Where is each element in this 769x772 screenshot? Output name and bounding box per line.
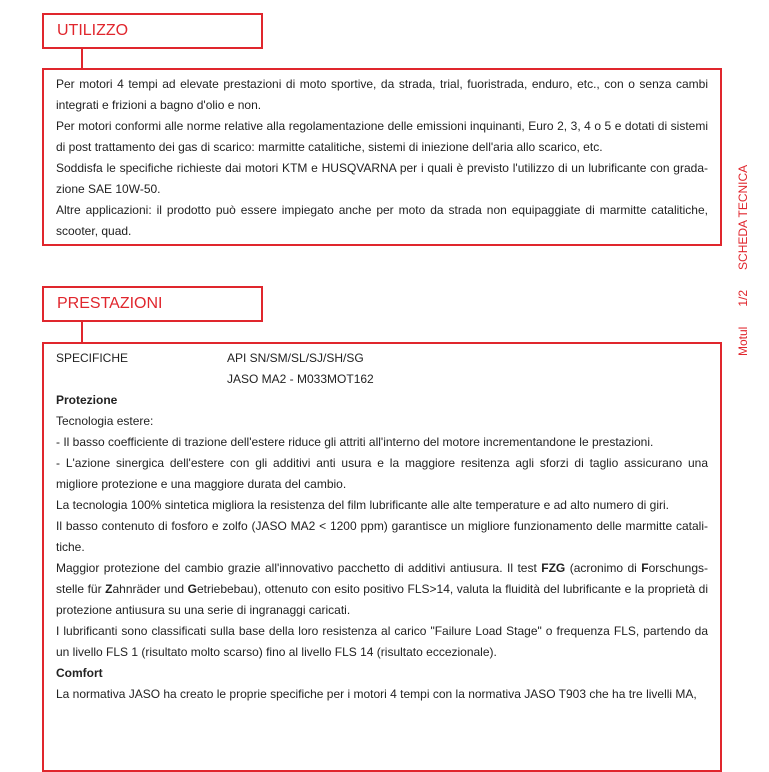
brand-label: Motul (736, 326, 750, 356)
page-number: 1/2 (736, 289, 750, 307)
utilizzo-title: UTILIZZO (42, 13, 263, 49)
comfort-heading: Comfort (56, 666, 103, 680)
protezione-line: Tecnologia estere: (56, 414, 154, 428)
utilizzo-paragraph: Per motori 4 tempi ad elevate prestazioni di moto sportive, da strada, trial, fuoristrada, enduro, etc., con o senza cambi integrati e frizioni a bagno d'olio e non. (56, 77, 708, 112)
comfort-line: La normativa JASO ha creato le proprie specifiche per i motori 4 tempi con la normativa JASO T903 che ha tre livelli MA, (56, 687, 697, 701)
protezione-line: - Il basso coefficiente di trazione dell'estere riduce gli attriti all'interno del motore incrementandone le prestazioni. (56, 435, 654, 449)
specifiche-row (56, 348, 708, 369)
side-label (734, 100, 752, 370)
utilizzo-paragraph: Per motori conformi alle norme relative alla regolamentazione delle emissioni inquinanti, Euro 2, 3, 4 o 5 e dotati di sistemi di post trattamento dei gas di scarico: marmitte catalitiche, sistemi di iniezione dell'aria allo scarico, etc. (56, 119, 708, 154)
doc-type-label: SCHEDA TECNICA (736, 164, 750, 270)
protezione-line: Il basso contenuto di fosforo e zolfo (JASO MA2 < 1200 ppm) garantisce un migliore funzionamento delle marmitte catali-tiche. (56, 519, 708, 554)
prestazioni-box (42, 342, 722, 772)
prestazioni-connector (81, 322, 83, 342)
utilizzo-connector (81, 49, 83, 68)
utilizzo-paragraph: Altre applicazioni: il prodotto può essere impiegato anche per moto da strada non equipaggiate di marmitte catalitiche, scooter, quad. (56, 203, 708, 238)
protezione-line: La tecnologia 100% sintetica migliora la resistenza del film lubrificante alle alte temperature e ad alto numero di giri. (56, 498, 669, 512)
utilizzo-box (42, 68, 722, 246)
utilizzo-paragraph: Soddisfa le specifiche richieste dai motori KTM e HUSQVARNA per i quali è previsto l'utilizzo di un lubrificante con grada-zione SAE 10W-50. (56, 161, 708, 196)
protezione-heading: Protezione (56, 393, 118, 407)
specifiche-row (56, 369, 708, 390)
specifiche-value: API SN/SM/SL/SJ/SH/SG (227, 351, 364, 365)
specifiche-label: SPECIFICHE (56, 351, 129, 365)
protezione-line: - L'azione sinergica dell'estere con gli additivi anti usura e la maggiore resitenza agli sforzi di taglio assicurano una migliore protezione e una maggiore durata del cambio. (56, 456, 708, 491)
prestazioni-title: PRESTAZIONI (42, 286, 263, 322)
fls-paragraph: I lubrificanti sono classificati sulla base della loro resistenza al carico "Failure Load Stage" o frequenza FLS, partendo da un livello FLS 1 (risultato molto scarso) fino al livello FLS 14 (risultato eccezionale). (56, 624, 708, 659)
specifiche-value: JASO MA2 - M033MOT162 (227, 372, 374, 386)
fzg-paragraph: Maggior protezione del cambio grazie all'innovativo pacchetto di additivi antiusura. Il test FZG (acronimo di Forschungs-stelle für Zahnräder und Getriebebau), ottenuto con esito positivo FLS>14, valuta la fluidità del lubrificante e la proprietà di protezione antiusura su una serie di ingranaggi caricati. (56, 561, 709, 617)
